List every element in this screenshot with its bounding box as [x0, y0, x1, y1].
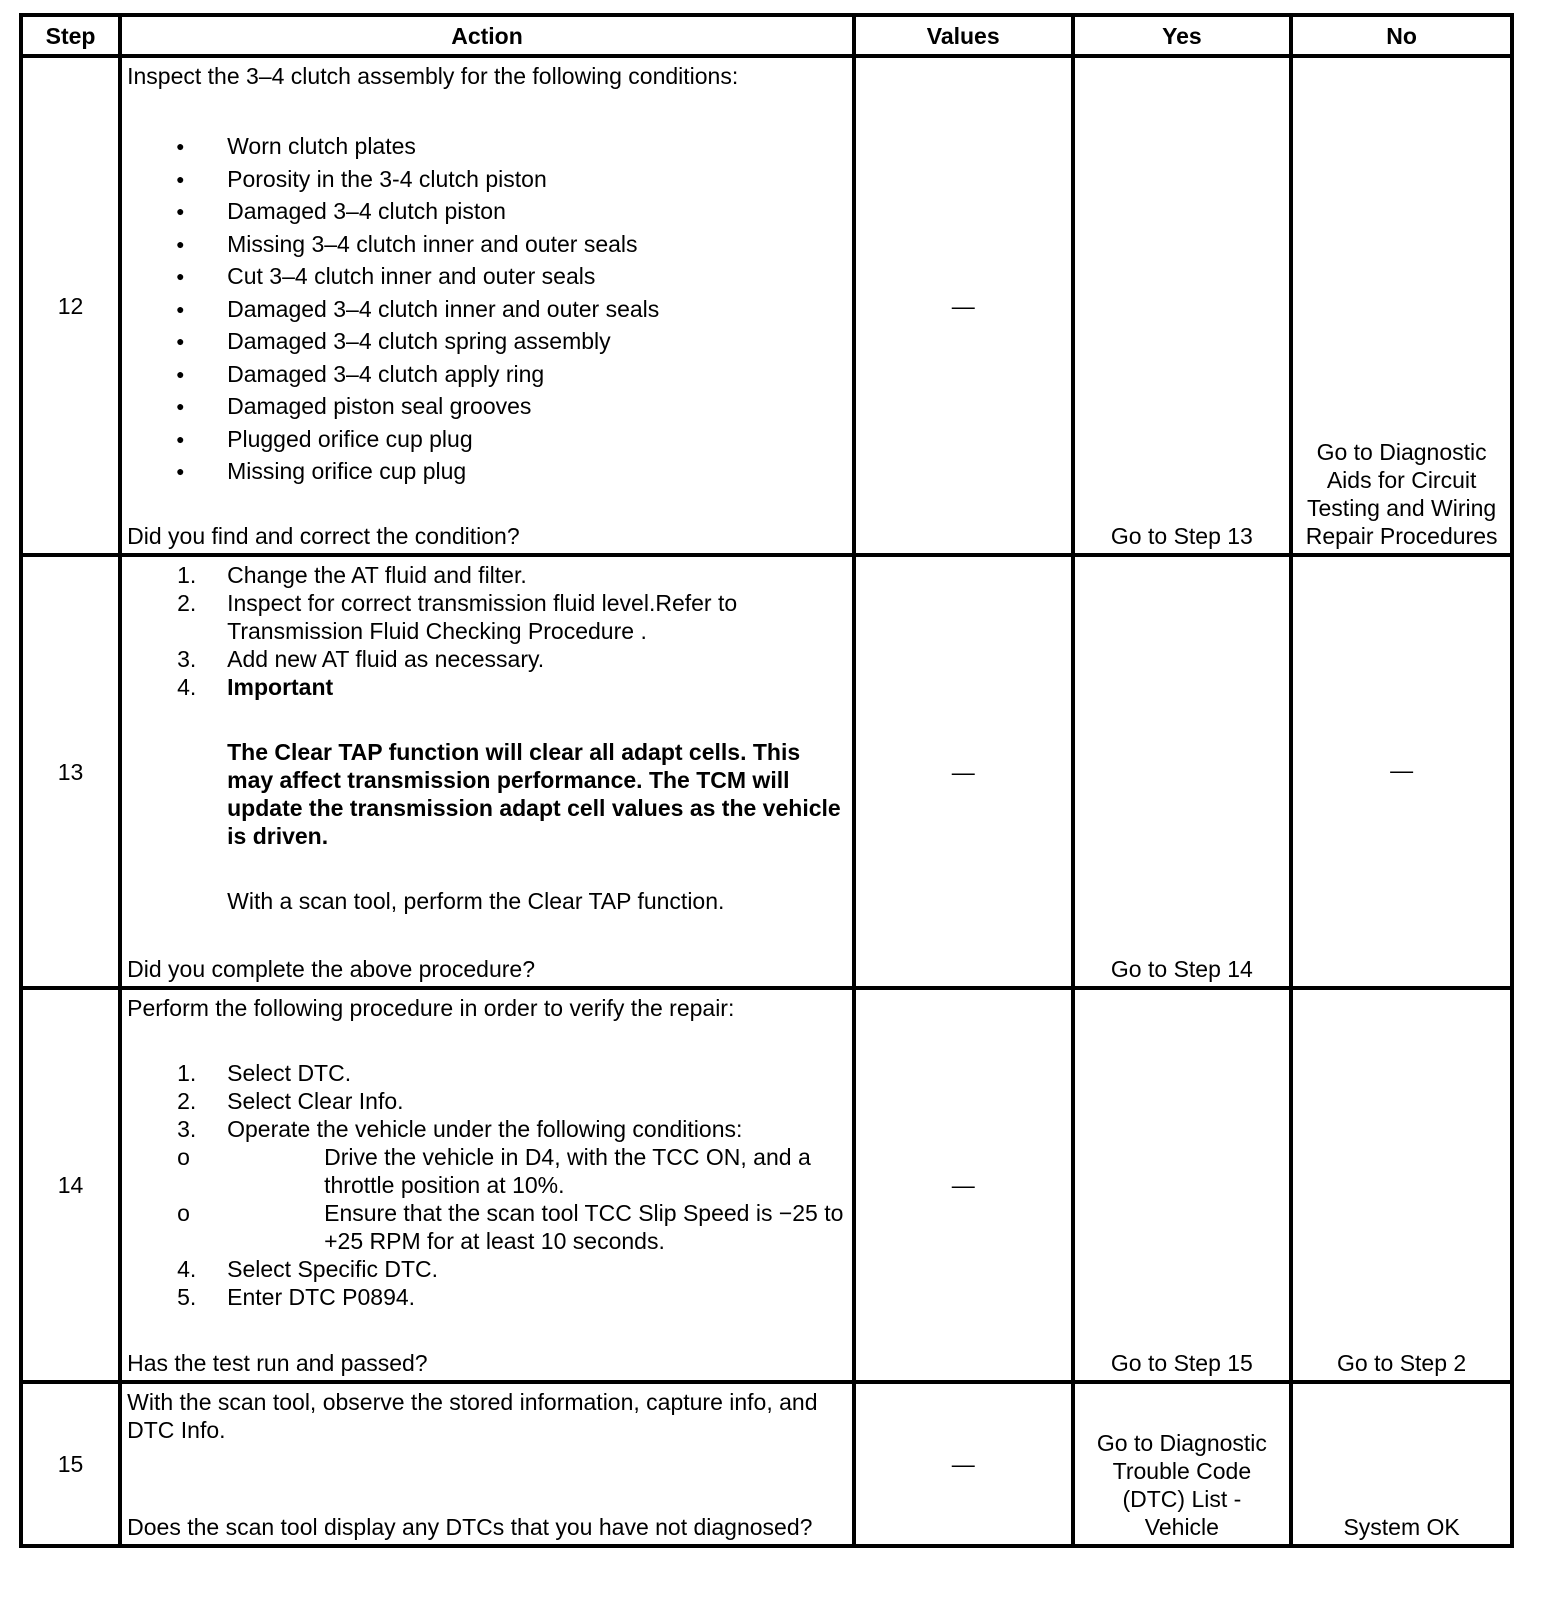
yes-link[interactable]: Go to Step 13 [1073, 56, 1292, 555]
list-item: 4. Important The Clear TAP function will clear all adapt cells. This may affect transmission performance. The TCM will update the transmission adapt cell values as the vehicle is driven. With a scan tool, perform the Clear TAP function. [127, 673, 848, 915]
list-item: 1. Change the AT fluid and filter. [177, 562, 527, 588]
list-item: ● Worn clutch plates [127, 130, 848, 163]
sub-condition-list [127, 1143, 848, 1255]
yes-link[interactable]: Go to Diagnostic Trouble Code (DTC) List - Vehicle [1073, 1382, 1292, 1546]
header-step: Step [21, 15, 120, 56]
list-item: 2. Inspect for correct transmission fluid level.Refer to Transmission Fluid Checking Procedure . [177, 590, 738, 644]
table-row-step-12 [21, 56, 1512, 555]
table-row-step-13 [21, 555, 1512, 988]
list-item: ● Damaged piston seal grooves [127, 390, 848, 423]
condition-list [127, 130, 848, 488]
step-number: 12 [21, 56, 120, 555]
action-intro: Inspect the 3–4 clutch assembly for the following conditions: [127, 63, 739, 89]
no-cell: System OK [1291, 1382, 1512, 1546]
list-item: 2. Select Clear Info. [177, 1088, 404, 1114]
action-cell [120, 988, 854, 1382]
instruction-text: With a scan tool, perform the Clear TAP function. [227, 888, 725, 914]
important-note: The Clear TAP function will clear all adapt cells. This may affect transmission performance. The TCM will update the transmission adapt cell values as the vehicle is driven. [227, 739, 841, 849]
header-row [21, 15, 1512, 56]
header-values: Values [854, 15, 1073, 56]
list-item: o Drive the vehicle in D4, with the TCC ON, and a throttle position at 10%. [127, 1143, 848, 1199]
action-question: Has the test run and passed? [127, 1350, 428, 1376]
step-number: 14 [21, 988, 120, 1382]
list-item: 3. Add new AT fluid as necessary. [177, 646, 545, 672]
list-item: ● Porosity in the 3-4 clutch piston [127, 163, 848, 196]
action-question: Did you find and correct the condition? [127, 523, 520, 549]
action-cell [120, 555, 854, 988]
diagnostic-table [19, 13, 1514, 1548]
list-item: o Ensure that the scan tool TCC Slip Speed is −25 to +25 RPM for at least 10 seconds. [127, 1199, 848, 1255]
header-no: No [1291, 15, 1512, 56]
no-link[interactable]: Go to Diagnostic Aids for Circuit Testing and Wiring Repair Procedures [1291, 56, 1512, 555]
action-question: Does the scan tool display any DTCs that you have not diagnosed? [127, 1514, 813, 1540]
procedure-list [127, 561, 848, 915]
action-cell [120, 1382, 854, 1546]
header-action: Action [120, 15, 854, 56]
values-cell: — [854, 555, 1073, 988]
no-cell: — [1291, 555, 1512, 988]
action-cell [120, 56, 854, 555]
list-item: ● Damaged 3–4 clutch piston [127, 195, 848, 228]
list-item: ● Cut 3–4 clutch inner and outer seals [127, 260, 848, 293]
yes-link[interactable]: Go to Step 14 [1073, 555, 1292, 988]
list-item: 1. Select DTC. [177, 1060, 352, 1086]
list-item: 4. Select Specific DTC. [177, 1256, 439, 1282]
no-link[interactable]: Go to Step 2 [1291, 988, 1512, 1382]
list-item: ● Damaged 3–4 clutch apply ring [127, 358, 848, 391]
list-item: 5. Enter DTC P0894. [177, 1284, 416, 1310]
values-cell: — [854, 988, 1073, 1382]
table-row-step-14 [21, 988, 1512, 1382]
step-number: 13 [21, 555, 120, 988]
procedure-list [127, 1059, 848, 1311]
yes-link[interactable]: Go to Step 15 [1073, 988, 1292, 1382]
header-yes: Yes [1073, 15, 1292, 56]
values-cell: — [854, 1382, 1073, 1546]
list-item: ● Damaged 3–4 clutch inner and outer seals [127, 293, 848, 326]
list-item: ● Missing orifice cup plug [127, 455, 848, 488]
values-cell: — [854, 56, 1073, 555]
important-label: Important [227, 674, 334, 700]
list-item: 3. Operate the vehicle under the following conditions: o Drive the vehicle in D4, with the TCC ON, and a throttle position at 10%. o Ensure that the scan tool TCC Slip Speed is −25 to +25 RPM for at least 10 seconds. [127, 1115, 848, 1255]
list-item: ● Plugged orifice cup plug [127, 423, 848, 456]
action-question: Did you complete the above procedure? [127, 956, 535, 982]
table-row-step-15 [21, 1382, 1512, 1546]
step-number: 15 [21, 1382, 120, 1546]
list-item: ● Missing 3–4 clutch inner and outer seals [127, 228, 848, 261]
action-intro: With the scan tool, observe the stored information, capture info, and DTC Info. [127, 1389, 818, 1443]
action-intro: Perform the following procedure in order to verify the repair: [127, 995, 735, 1021]
list-item: ● Damaged 3–4 clutch spring assembly [127, 325, 848, 358]
